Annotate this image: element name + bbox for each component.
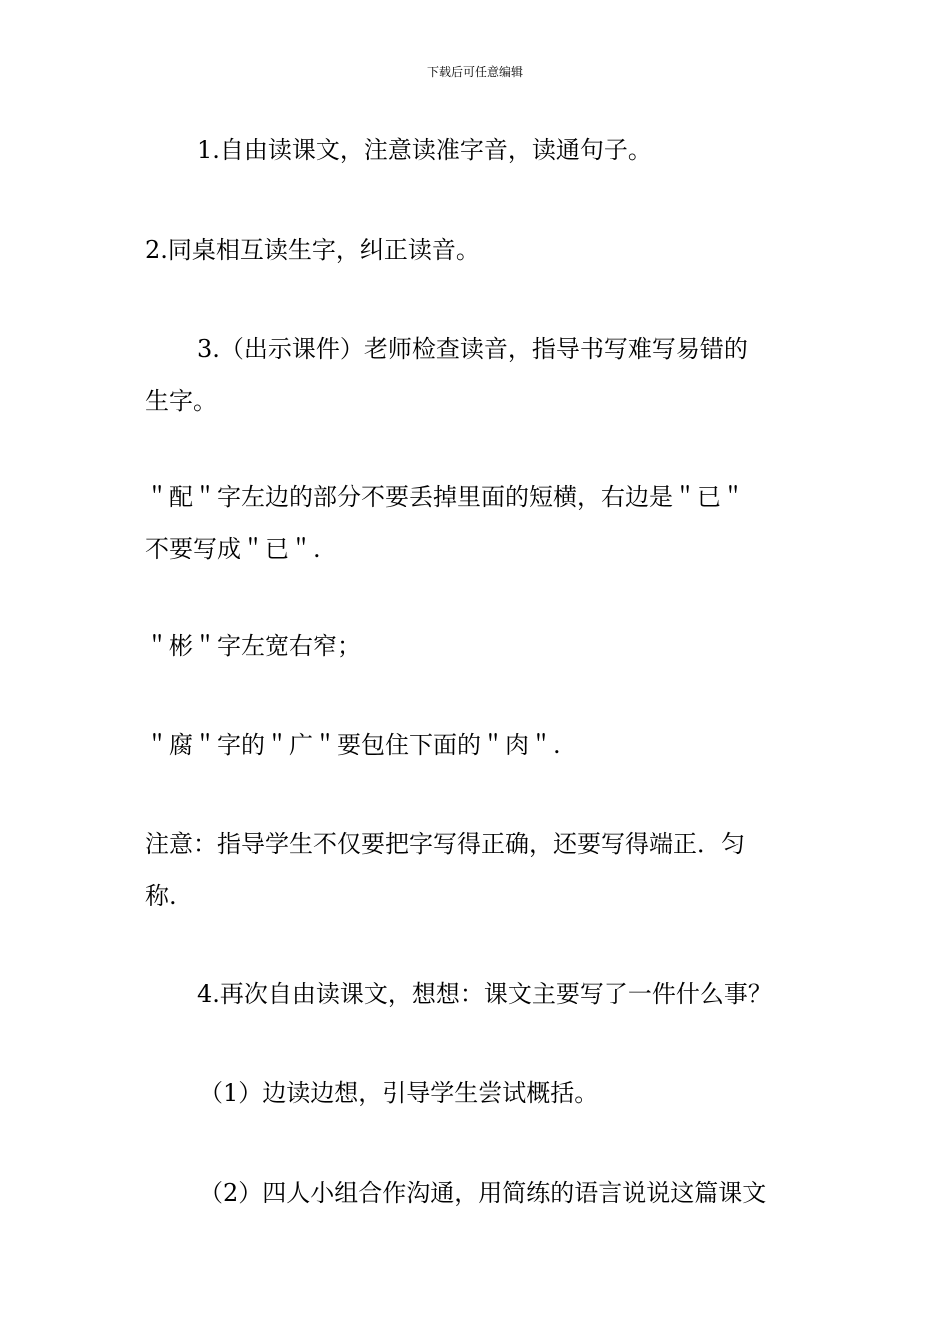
- paragraph-line: 1.自由读课文，注意读准字音，读通句子。: [197, 136, 652, 164]
- paragraph-line: ＂腐＂字的＂广＂要包住下面的＂肉＂.: [145, 731, 561, 759]
- paragraph-line: 生字。: [145, 387, 217, 415]
- paragraph-line: ＂配＂字左边的部分不要丢掉里面的短横，右边是＂已＂: [145, 483, 745, 511]
- paragraph-line: 不要写成＂已＂.: [145, 535, 321, 563]
- paragraph-substep-2: [145, 1167, 813, 1219]
- paragraph-line: 4.再次自由读课文，想想：课文主要写了一件什么事？: [197, 980, 772, 1008]
- paragraph-char-fu: [145, 719, 813, 771]
- paragraph-substep-1: [145, 1067, 813, 1119]
- paragraph-line: 称.: [145, 882, 177, 910]
- paragraph-step-4: [145, 968, 813, 1020]
- paragraph-char-pei: [145, 471, 813, 575]
- paragraph-step-2: [145, 224, 813, 276]
- paragraph-line: （1）边读边想，引导学生尝试概括。: [199, 1079, 599, 1107]
- page-header: 下载后可任意编辑: [426, 65, 523, 79]
- paragraph-note: [145, 818, 813, 922]
- paragraph-line: （2）四人小组合作沟通，用简练的语言说说这篇课文: [199, 1179, 767, 1207]
- paragraph-step-1: [145, 124, 813, 176]
- paragraph-line: ＂彬＂字左宽右窄；: [145, 632, 361, 660]
- paragraph-line: 3.（出示课件）老师检查读音，指导书写难写易错的: [197, 335, 748, 363]
- paragraph-step-3: [145, 323, 813, 427]
- paragraph-line: 2.同桌相互读生字，纠正读音。: [145, 236, 480, 264]
- paragraph-line: 注意：指导学生不仅要把字写得正确，还要写得端正．匀: [145, 830, 745, 858]
- paragraph-char-bin: [145, 620, 813, 672]
